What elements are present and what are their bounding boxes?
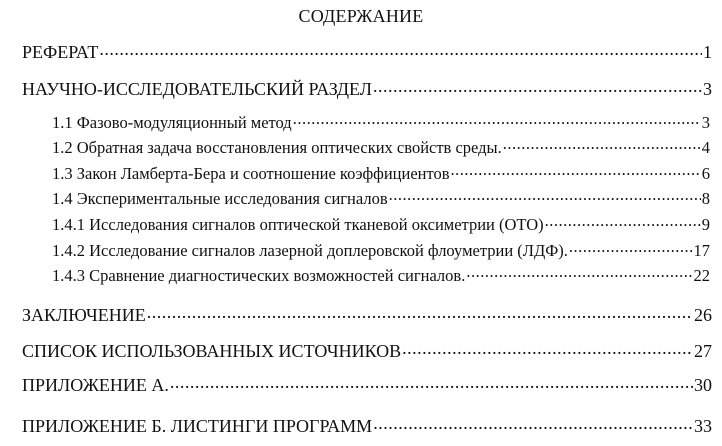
toc-entry-page: 17 (693, 241, 710, 260)
toc-entry-label: РЕФЕРАТ (22, 42, 99, 62)
toc-dot-leader (389, 188, 701, 205)
toc-entry-label: 1.4.2 Исследование сигналов лазерной доплеровской флоуметрии (ЛДФ). (52, 241, 568, 260)
toc-entry-page: 26 (694, 305, 712, 325)
toc-entry-label: 1.3 Закон Ламберта-Бера и соотношение коэффициентов (52, 164, 450, 183)
toc-entry-label: 1.4.3 Сравнение диагностических возможностей сигналов. (52, 266, 466, 285)
toc-subentry (52, 136, 710, 160)
toc-dot-leader (373, 414, 693, 432)
toc-dot-leader (503, 137, 701, 154)
toc-entry-label: ПРИЛОЖЕНИЕ А. (22, 375, 169, 395)
toc-entry-page: 6 (701, 164, 710, 183)
toc-entry-label: ЗАКЛЮЧЕНИЕ (22, 305, 146, 325)
toc-entry-page: 4 (701, 138, 710, 157)
toc-entry-page: 9 (701, 215, 710, 234)
toc-entry-label: ПРИЛОЖЕНИЕ Б. ЛИСТИНГИ ПРОГРАММ (22, 416, 373, 436)
toc-dot-leader (569, 240, 693, 257)
toc-entry (22, 373, 712, 397)
toc-dot-leader (545, 214, 701, 231)
toc-dot-leader (293, 112, 701, 129)
toc-entry-page: 3 (703, 79, 712, 99)
toc-entry (22, 40, 712, 64)
toc-entry-label: 1.4.1 Исследования сигналов оптической тканевой оксиметрии (ОТО) (52, 215, 544, 234)
toc-entry (22, 414, 712, 438)
toc-entry-label: 1.1 Фазово-модуляционный метод (52, 113, 292, 132)
toc-entry-page: 27 (694, 341, 712, 361)
toc-dot-leader (147, 303, 693, 321)
toc-entry (22, 339, 712, 363)
toc-entry (22, 303, 712, 327)
toc-entry-page: 3 (701, 113, 710, 132)
toc-entry-label: 1.4 Экспериментальные исследования сигналов (52, 189, 388, 208)
toc-entry-label: 1.2 Обратная задача восстановления оптических свойств среды. (52, 138, 502, 157)
toc-subentry (52, 162, 710, 186)
toc-dot-leader (170, 373, 693, 391)
toc-dot-leader (373, 77, 702, 95)
toc-entry-label: НАУЧНО-ИССЛЕДОВАТЕЛЬСКИЙ РАЗДЕЛ (22, 79, 372, 99)
toc-entry-page: 8 (701, 189, 710, 208)
toc-entry-page: 22 (693, 266, 710, 285)
toc-entry (22, 77, 712, 101)
toc-subentry (52, 239, 710, 263)
toc-entry-page: 33 (694, 416, 712, 436)
toc-entry-page: 1 (703, 42, 712, 62)
toc-subentry (52, 213, 710, 237)
toc-title: СОДЕРЖАНИЕ (298, 6, 424, 26)
toc-subentry (52, 187, 710, 211)
toc-entry-label: СПИСОК ИСПОЛЬЗОВАННЫХ ИСТОЧНИКОВ (22, 341, 402, 361)
toc-entry-page: 30 (694, 375, 712, 395)
toc-dot-leader (451, 163, 701, 180)
toc-dot-leader (402, 339, 693, 357)
toc-subentry (52, 264, 710, 288)
toc-subentry (52, 111, 710, 135)
toc-dot-leader (99, 40, 702, 58)
toc-dot-leader (466, 265, 692, 282)
